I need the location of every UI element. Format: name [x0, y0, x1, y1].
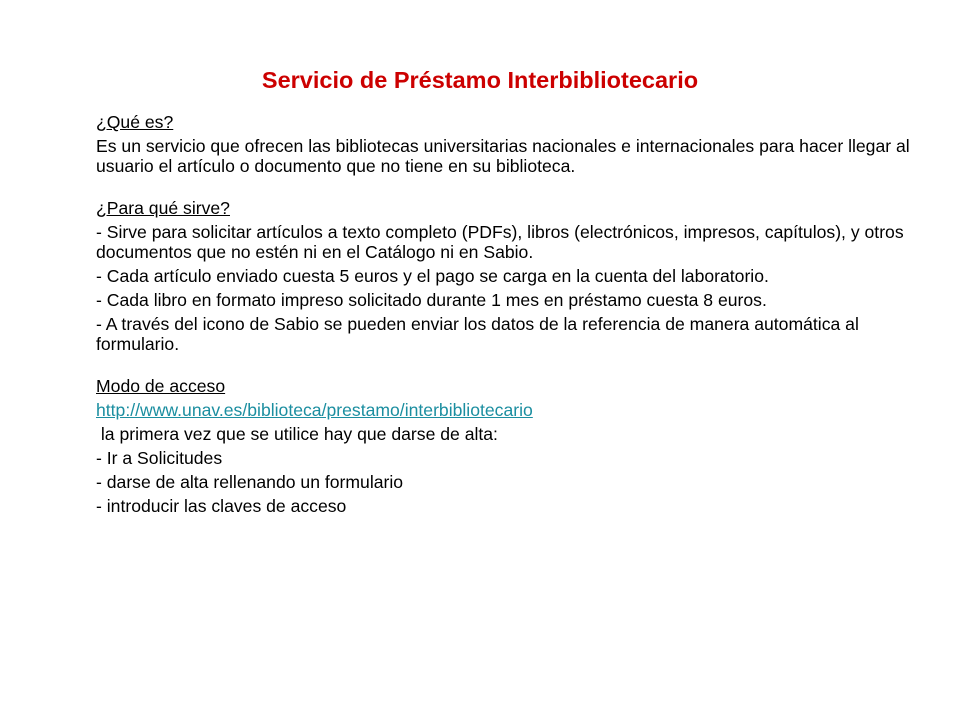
slide-title: Servicio de Préstamo Interbibliotecario: [261, 67, 699, 93]
purpose-heading: ¿Para qué sirve?: [96, 198, 230, 218]
access-note: la primera vez que se utilice hay que darse de alta:: [96, 424, 498, 444]
purpose-item: - Cada libro en formato impreso solicitado durante 1 mes en préstamo cuesta 8 euros.: [96, 290, 767, 310]
what-heading: ¿Qué es?: [96, 112, 174, 132]
purpose-item: - A través del icono de Sabio se pueden enviar los datos de la referencia de manera automática al formulario.: [96, 314, 859, 354]
purpose-item: - Sirve para solicitar artículos a texto completo (PDFs), libros (electrónicos, impresos, capítulos), y otros documentos que no estén ni en el Catálogo ni en Sabio.: [96, 222, 904, 262]
slide-body: [96, 112, 926, 516]
purpose-item: - Cada artículo enviado cuesta 5 euros y el pago se carga en la cuenta del laboratorio.: [96, 266, 769, 286]
what-text: Es un servicio que ofrecen las bibliotecas universitarias nacionales e internacionales para hacer llegar al usuario el artículo o documento que no tiene en su biblioteca.: [96, 136, 910, 176]
access-step: - introducir las claves de acceso: [96, 496, 347, 516]
access-link[interactable]: http://www.unav.es/biblioteca/prestamo/interbibliotecario: [96, 400, 533, 420]
access-step: - darse de alta rellenando un formulario: [96, 472, 404, 492]
access-step: - Ir a Solicitudes: [96, 448, 223, 468]
access-heading: Modo de acceso: [96, 376, 226, 396]
